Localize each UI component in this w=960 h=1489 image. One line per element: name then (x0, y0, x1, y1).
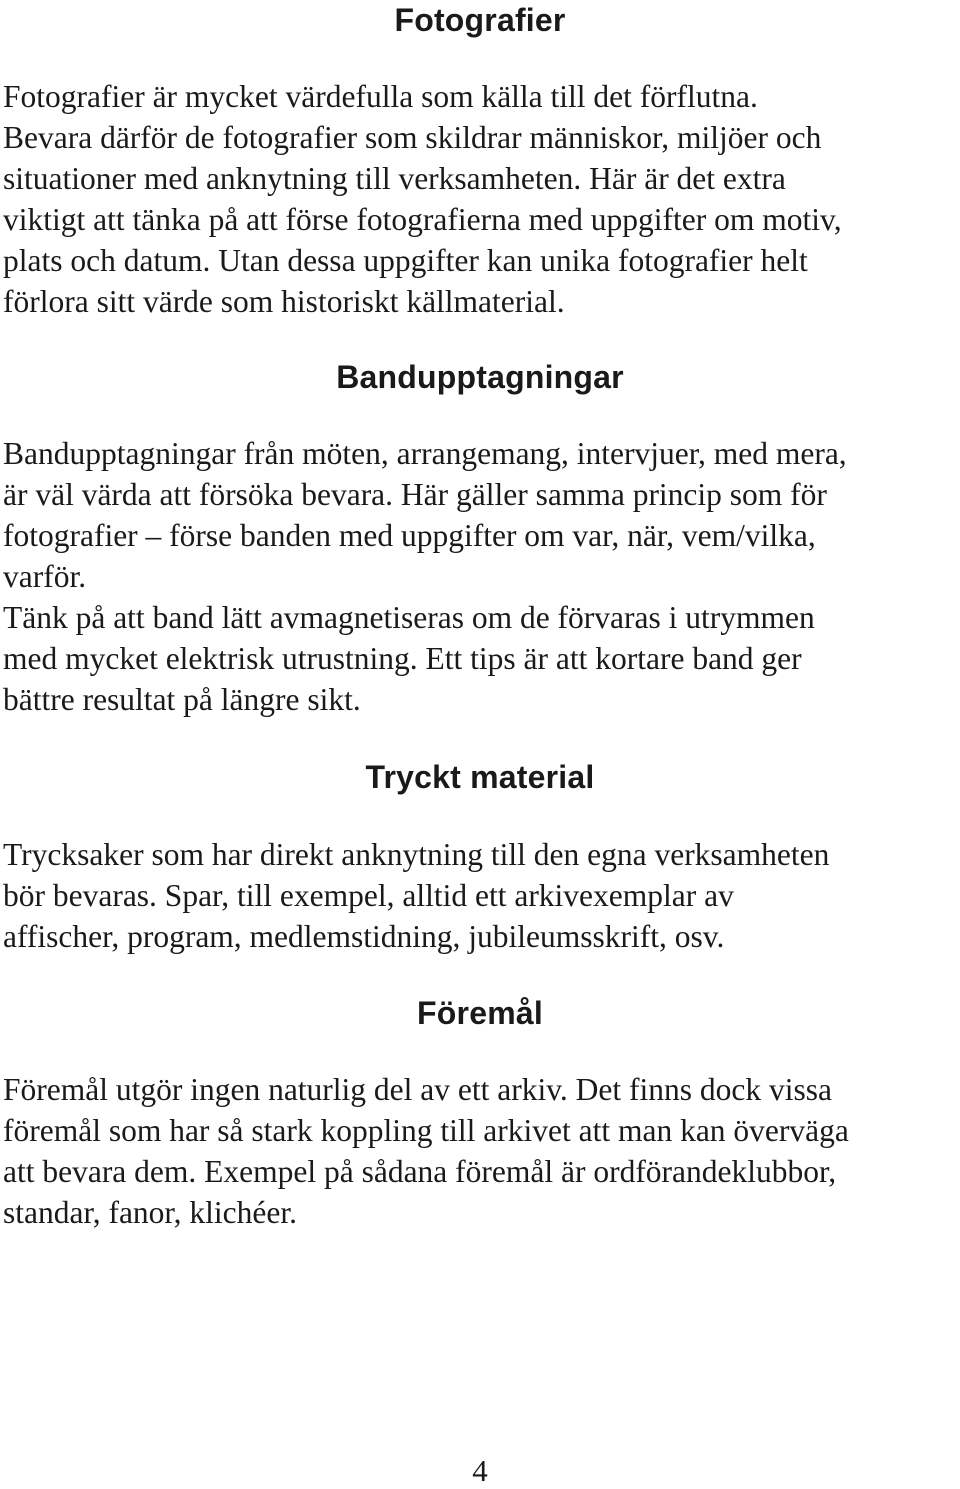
paragraph-line: är väl värda att försöka bevara. Här gäller samma princip som för (3, 477, 827, 512)
paragraph-line: Föremål utgör ingen naturlig del av ett arkiv. Det finns dock vissa (3, 1072, 833, 1107)
section-paragraph-bandupptagningar (3, 433, 960, 720)
section-heading-bandupptagningar: Bandupptagningar (336, 359, 624, 395)
paragraph-line: Trycksaker som har direkt anknytning till den egna verksamheten (3, 837, 830, 872)
paragraph-line: plats och datum. Utan dessa uppgifter kan unika fotografier helt (3, 243, 808, 278)
section-paragraph-fotografier (3, 76, 960, 322)
paragraph-line: viktigt att tänka på att förse fotografierna med uppgifter om motiv, (3, 202, 842, 237)
paragraph-line: bättre resultat på längre sikt. (3, 682, 361, 717)
paragraph-line: Bandupptagningar från möten, arrangemang, intervjuer, med mera, (3, 436, 847, 471)
paragraph-line: standar, fanor, klichéer. (3, 1195, 297, 1230)
paragraph-line: Tänk på att band lätt avmagnetiseras om de förvaras i utrymmen (3, 600, 815, 635)
section-heading-fotografier: Fotografier (394, 2, 566, 38)
paragraph-line: med mycket elektrisk utrustning. Ett tips är att kortare band ger (3, 641, 802, 676)
paragraph-line: förlora sitt värde som historiskt källmaterial. (3, 284, 565, 319)
paragraph-line: att bevara dem. Exempel på sådana föremål är ordförandeklubbor, (3, 1154, 837, 1189)
paragraph-line: bör bevaras. Spar, till exempel, alltid ett arkivexemplar av (3, 878, 734, 913)
paragraph-line: situationer med anknytning till verksamheten. Här är det extra (3, 161, 786, 196)
paragraph-line: affischer, program, medlemstidning, jubileumsskrift, osv. (3, 919, 725, 954)
paragraph-line: Fotografier är mycket värdefulla som källa till det förflutna. (3, 79, 758, 114)
page-number: 4 (472, 1453, 488, 1488)
section-paragraph-tryckt-material (3, 834, 960, 957)
paragraph-line: föremål som har så stark koppling till arkivet att man kan överväga (3, 1113, 849, 1148)
paragraph-line: varför. (3, 559, 87, 594)
paragraph-line: fotografier – förse banden med uppgifter om var, när, vem/vilka, (3, 518, 816, 553)
section-heading-tryckt-material: Tryckt material (365, 759, 595, 795)
section-paragraph-foremal (3, 1069, 960, 1233)
paragraph-line: Bevara därför de fotografier som skildrar människor, miljöer och (3, 120, 822, 155)
section-heading-foremal: Föremål (417, 995, 543, 1031)
